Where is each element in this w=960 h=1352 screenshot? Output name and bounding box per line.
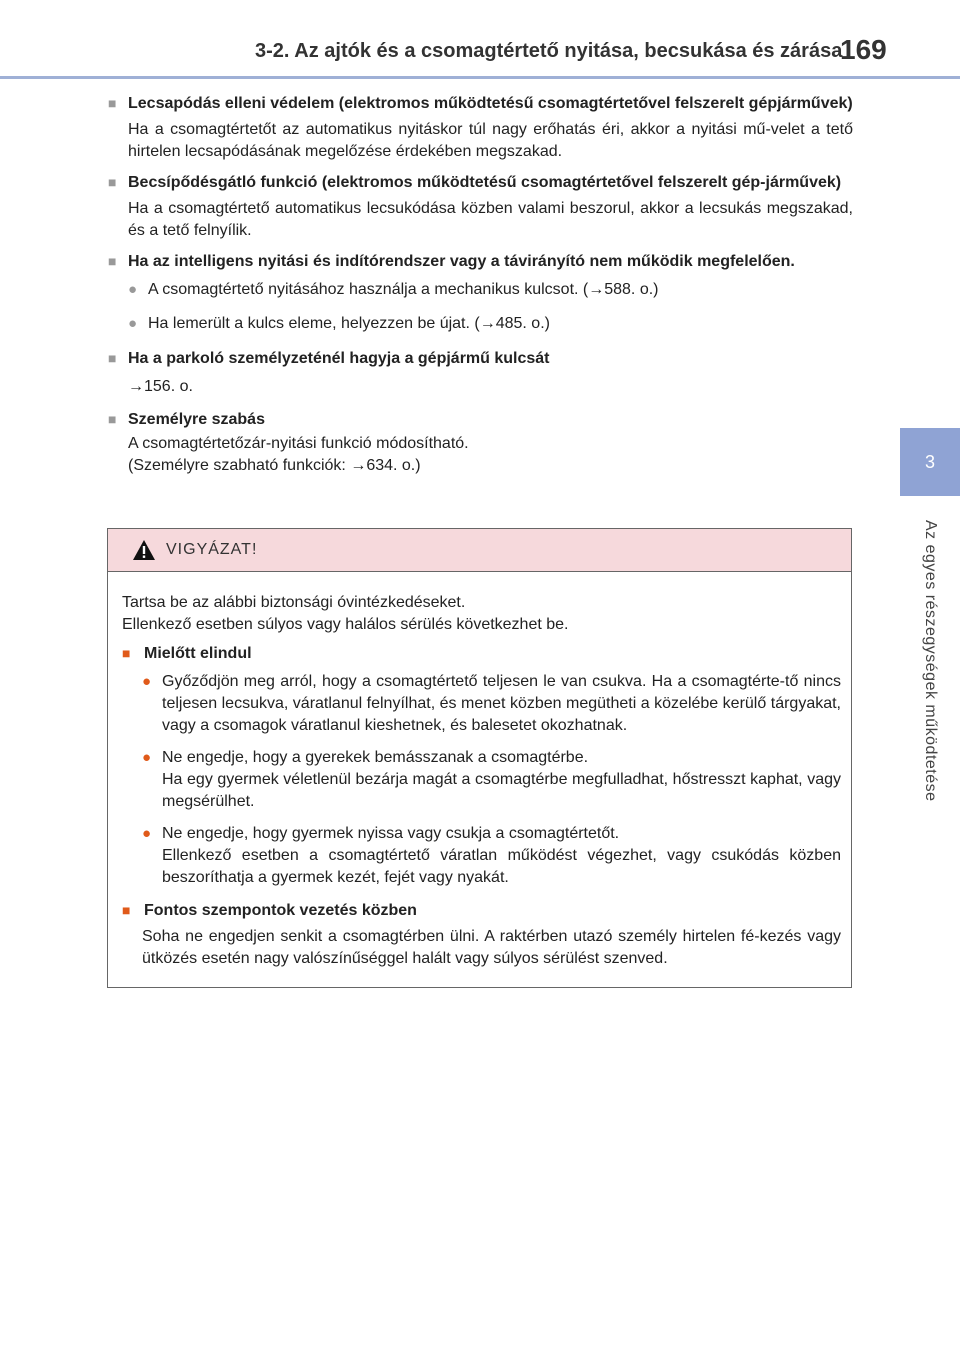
section-smart-entry-failure (108, 250, 853, 335)
section-valet-key (108, 347, 853, 398)
section-title: Személyre szabás (128, 411, 265, 428)
square-bullet-icon: ■ (108, 95, 117, 111)
main-content (108, 92, 853, 485)
section-title: Ha az intelligens nyitási és indítórendszer vagy a távirányító nem működik megfelelően. (128, 253, 795, 270)
warning-triangle-icon (132, 539, 156, 561)
section-body: Ha a csomagtértető automatikus lecsukódása közben valami beszorul, akkor a lecsukás megszakad, és a tető felnyílik. (128, 200, 853, 239)
chapter-number: 3 (924, 451, 935, 472)
square-bullet-icon: ■ (108, 253, 117, 269)
warning-header (108, 529, 851, 572)
round-bullet-icon: ● (142, 673, 152, 690)
round-bullet-icon: ● (142, 749, 152, 766)
section-title: Ha a parkoló személyzeténél hagyja a gépjármű kulcsát (128, 350, 550, 367)
warning-intro: Tartsa be az alábbi biztonsági óvintézkedéseket. Ellenkező esetben súlyos vagy halálos sérülés következhet be. (122, 594, 569, 633)
round-bullet-icon: ● (142, 825, 152, 842)
list-item: ● Győződjön meg arról, hogy a csomagtértető teljesen le van csukva. Ha a csomagtérte-tő nincs teljesen lecsukva, váratlanul felnyílhat, és menet közben megütheti a közelébe kerülő tárgyakat, vagy a csomagok váratlanul kieshetnek, és balesetet okozhatnak. (142, 673, 841, 734)
section-customization (108, 408, 853, 477)
header-title: 3-2. Az ajtók és a csomagtértető nyitása, becsukása és zárása (255, 40, 843, 62)
warning-body (108, 572, 851, 970)
list-item: ● Ne engedje, hogy gyermek nyissa vagy csukja a csomagtértetőt. Ellenkező esetben a csomagtértető váratlan működést végezhet, vagy csukódás közben beszoríthatja a gyermek kezét, fejét vagy nyakát. (142, 825, 841, 886)
list-item: ● Ne engedje, hogy a gyerekek bemásszanak a csomagtérbe. Ha egy gyermek véletlenül bezárja magát a csomagtérbe megfulladhat, hőstresszt kaphat, vagy megsérülhet. (142, 749, 841, 810)
section-pinch-protection (108, 171, 853, 242)
warning-section-body: Soha ne engedjen senkit a csomagtérben ülni. A raktérben utazó személy hirtelen fé-kezés vagy ütközés esetén nagy valószínűséggel halált vagy súlyos sérülést szenved. (142, 928, 841, 967)
page-reference: →156. o. (128, 378, 193, 395)
round-bullet-icon: ● (128, 281, 138, 298)
square-bullet-icon: ■ (122, 645, 131, 661)
warning-section-title: Mielőtt elindul (144, 645, 252, 662)
list-item: ● Ha lemerült a kulcs eleme, helyezzen be újat. (→485. o.) (108, 313, 853, 335)
warning-title: VIGYÁZAT! (166, 541, 258, 558)
square-bullet-icon: ■ (108, 411, 117, 427)
section-body: Ha a csomagtértetőt az automatikus nyitáskor túl nagy erőhatás éri, akkor a nyitási mű-velet a tető hirtelen lecsapódásának megelőzése érdekében megszakad. (128, 121, 853, 160)
warning-box (107, 528, 852, 988)
section-title: Lecsapódás elleni védelem (elektromos működtetésű csomagtértetővel felszerelt gépjárművek) (128, 95, 853, 112)
square-bullet-icon: ■ (108, 174, 117, 190)
round-bullet-icon: ● (128, 315, 138, 332)
warning-section-title: Fontos szempontok vezetés közben (144, 902, 417, 919)
list-item: ● A csomagtértető nyitásához használja a mechanikus kulcsot. (→588. o.) (108, 279, 853, 301)
chapter-tab (900, 428, 960, 496)
section-title: Becsípődésgátló funkció (elektromos működtetésű csomagtértetővel felszerelt gép-járművek) (128, 174, 842, 191)
header-rule (0, 76, 960, 79)
chapter-title: Az egyes részegységek működtetése (922, 520, 939, 802)
section-slam-protection (108, 92, 853, 163)
section-body: A csomagtértetőzár-nyitási funkció módosítható. (Személyre szabható funkciók: →634. o.) (128, 435, 469, 474)
square-bullet-icon: ■ (108, 350, 117, 366)
page-number: 169 (840, 34, 887, 65)
square-bullet-icon: ■ (122, 902, 131, 918)
